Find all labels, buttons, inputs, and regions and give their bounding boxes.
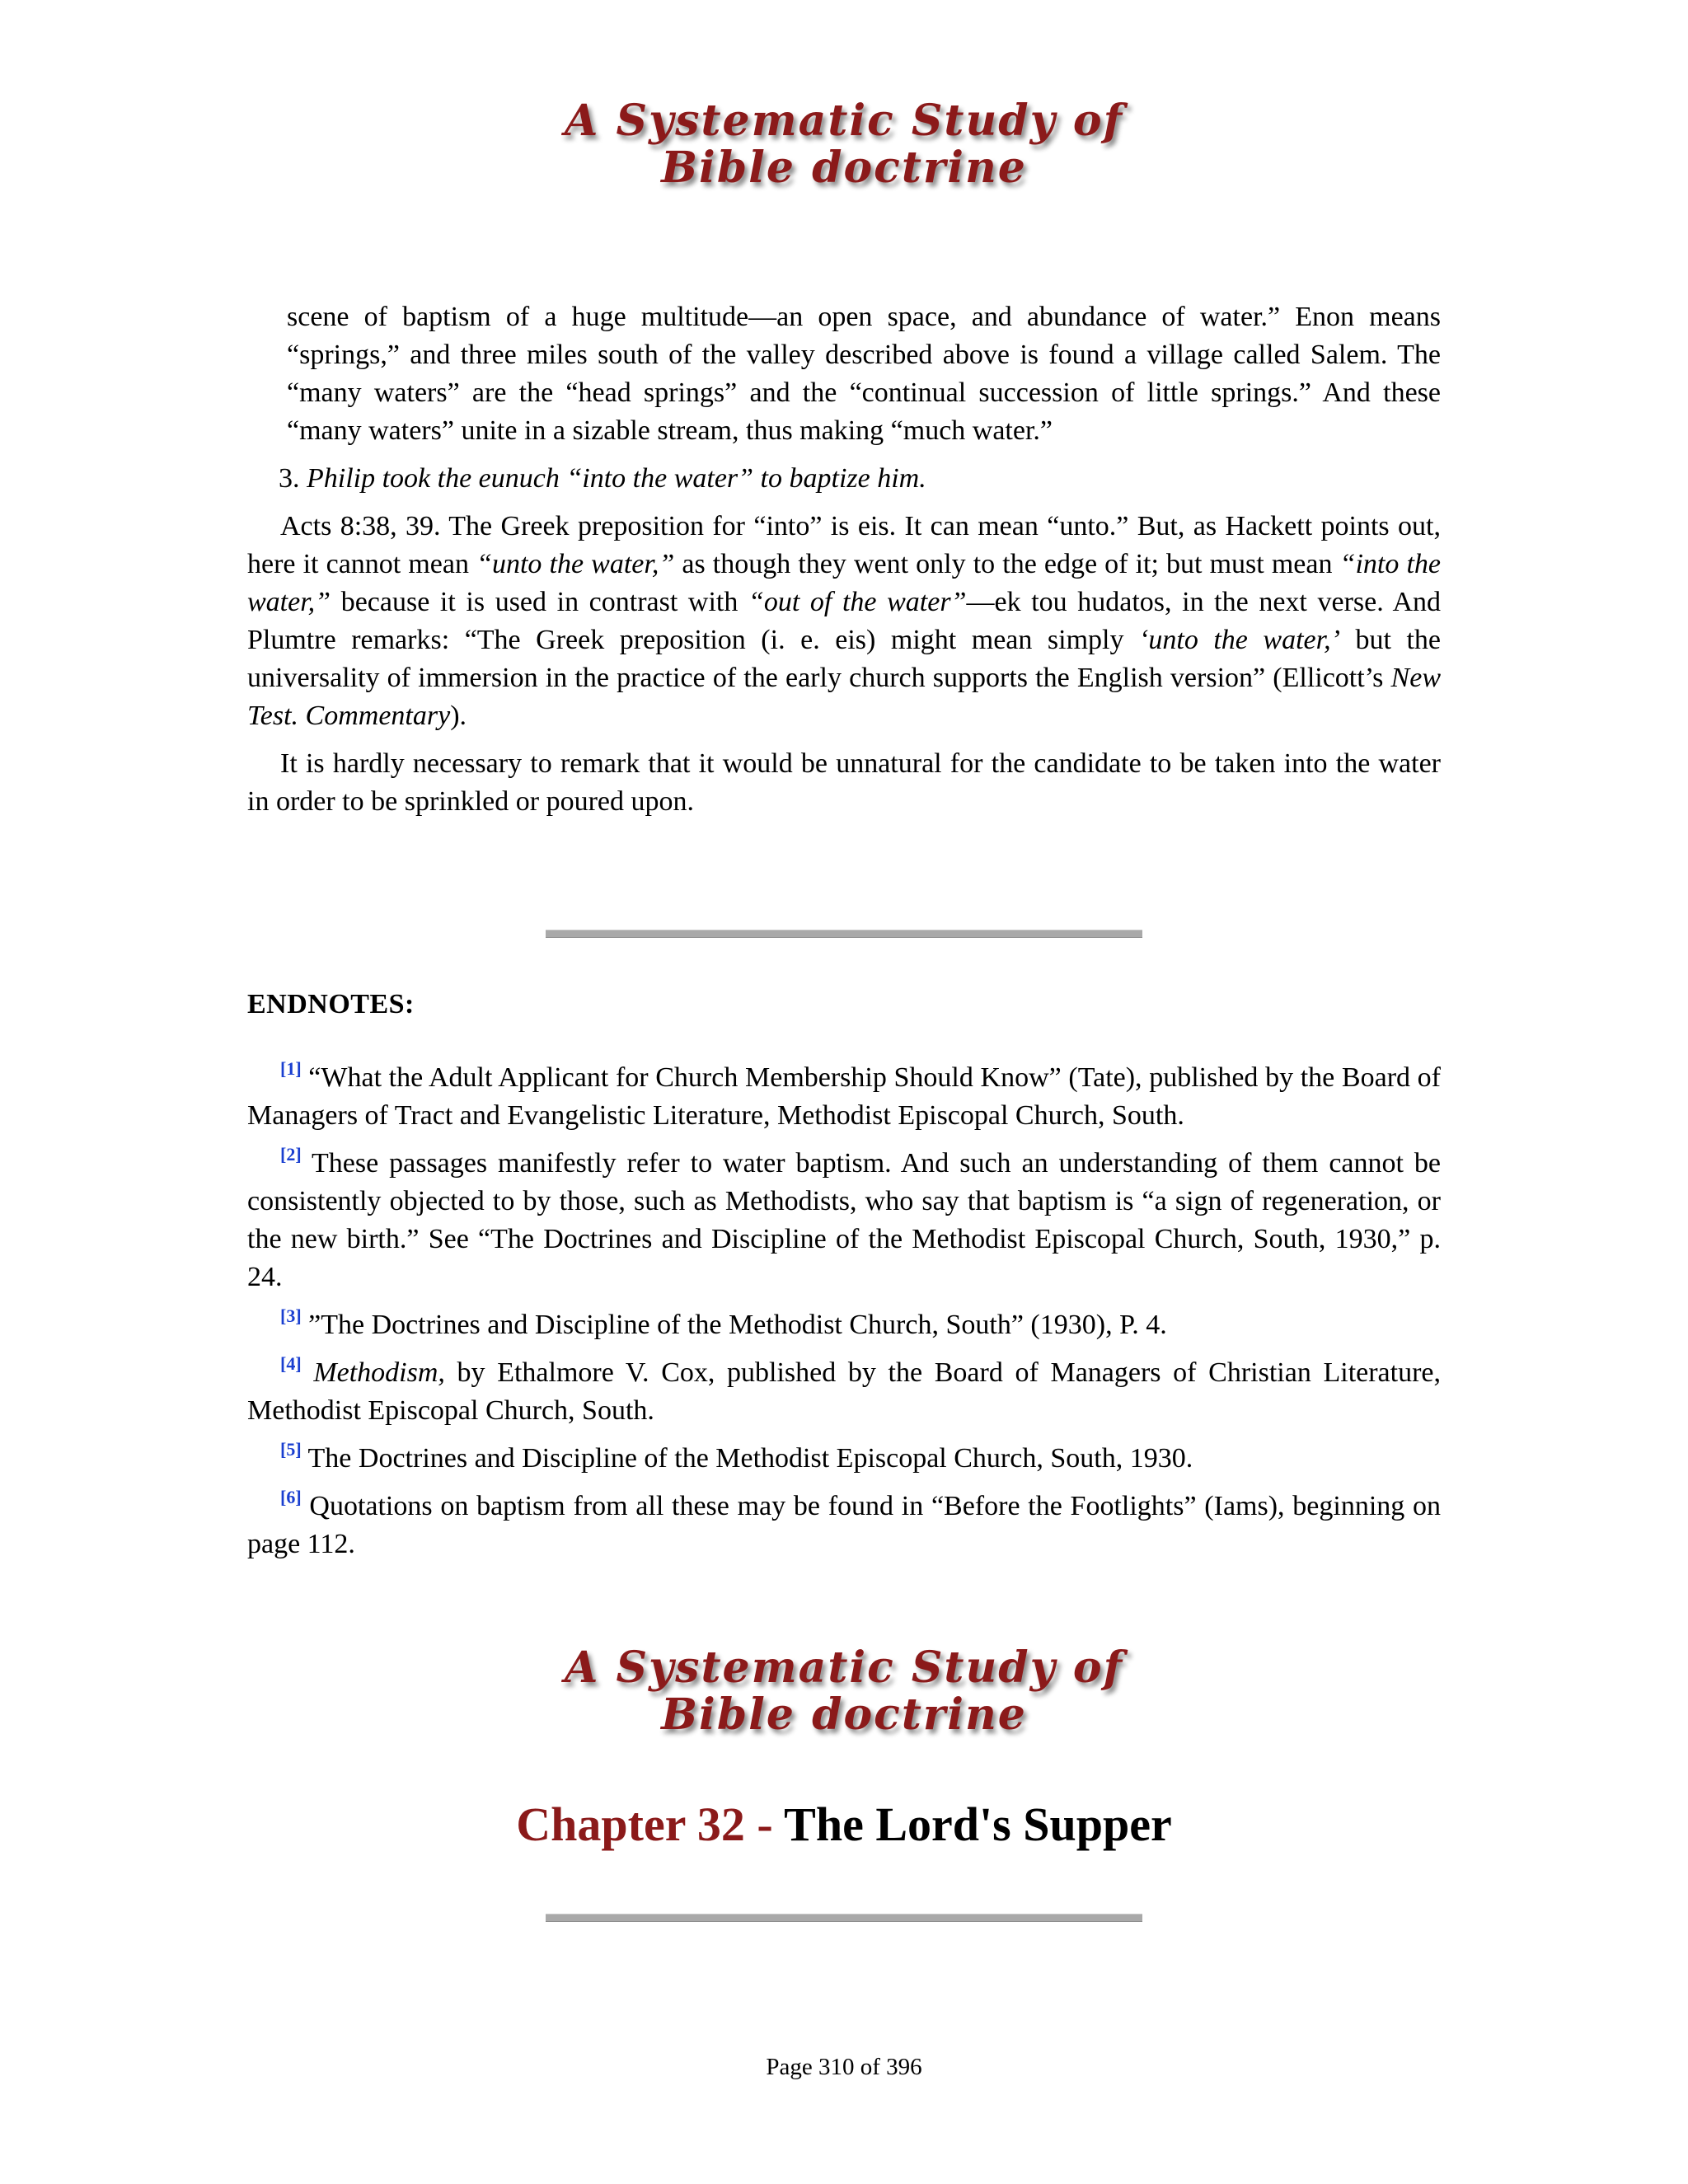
banner-line-1: A Systematic Study of	[565, 96, 1123, 146]
header-banner-logo	[0, 96, 1688, 194]
chapter-separator: -	[744, 1797, 785, 1851]
chapter-number: Chapter 32	[516, 1797, 745, 1851]
text-span: ).	[450, 701, 467, 731]
endnotes-heading: ENDNOTES:	[247, 989, 415, 1019]
endnote-2	[247, 1145, 1441, 1296]
italic-span: New Test. Commentary	[247, 663, 1441, 731]
banner-line-1: A Systematic Study of	[565, 1643, 1123, 1693]
chapter-heading	[0, 1797, 1688, 1852]
endnote-ref-link[interactable]: [3]	[280, 1305, 302, 1326]
endnote-ref-link[interactable]: [6]	[280, 1487, 302, 1507]
endnote-text: These passages manifestly refer to water baptism. And such an understanding of them cannot be consistently objected to by those, such as Methodists, who say that baptism is “a sign of regeneration, or the new birth.” See “The Doctrines and Discipline of the Methodist Episcopal Church, South, 1930,” p. 24.	[247, 1148, 1441, 1292]
banner-line-2: Bible doctrine	[661, 143, 1027, 194]
point-3-text: Philip took the eunuch “into the water” to baptize him.	[307, 463, 926, 494]
endnote-ref-link[interactable]: [1]	[280, 1058, 302, 1079]
paragraph-enon: scene of baptism of a huge multitude—an open space, and abundance of water.” Enon means “springs,” and three miles south of the valley described above is found a village called Salem. The “many waters” are the “head springs” and the “continual succession of little springs.” And these “many waters” unite in a sizable stream, thus making “much water.”	[287, 302, 1441, 446]
point-3	[247, 460, 1441, 498]
chapter-title: The Lord's Supper	[784, 1797, 1172, 1851]
divider-rule	[546, 1914, 1142, 1922]
endnote-1	[247, 1059, 1441, 1135]
endnote-6	[247, 1488, 1441, 1563]
endnote-text: ”The Doctrines and Discipline of the Methodist Church, South” (1930), P. 4.	[301, 1310, 1167, 1340]
divider-rule	[546, 930, 1142, 938]
paragraph-unnatural: It is hardly necessary to remark that it would be unnatural for the candidate to be taken into the water in order to be sprinkled or poured upon.	[247, 748, 1441, 817]
italic-span: “out of the water”	[748, 587, 967, 617]
endnote-text: Quotations on baptism from all these may be found in “Before the Footlights” (Iams), beginning on page 112.	[247, 1491, 1441, 1559]
italic-span: ‘unto the water,’	[1139, 625, 1340, 655]
endnote-ref-link[interactable]: [2]	[280, 1144, 302, 1165]
endnote-3	[247, 1306, 1441, 1344]
page-number: Page 310 of 396	[766, 2054, 922, 2080]
text-span: but the universality of immersion in the practice of the early church supports the English version” (Ellicott’s	[247, 625, 1442, 693]
endnote-italic: Methodism,	[313, 1357, 445, 1388]
endnote-text: “What the Adult Applicant for Church Membership Should Know” (Tate), published by the Board of Managers of Tract and Evangelistic Literature, Methodist Episcopal Church, South.	[247, 1062, 1441, 1131]
banner-line-2: Bible doctrine	[661, 1690, 1027, 1741]
endnote-4	[247, 1354, 1441, 1430]
endnotes-list	[247, 1059, 1441, 1573]
endnote-ref-link[interactable]: [5]	[280, 1439, 302, 1460]
text-span: —ek tou hudatos, in the next verse. And Plumtre remarks: “The Greek preposition (i. e. eis) might mean simply	[247, 587, 1441, 655]
text-span: as though they went only to the edge of it; but must mean	[674, 549, 1340, 579]
endnote-text: by Ethalmore V. Cox, published by the Board of Managers of Christian Literature, Methodist Episcopal Church, South.	[247, 1357, 1441, 1426]
endnote-text: The Doctrines and Discipline of the Methodist Episcopal Church, South, 1930.	[301, 1443, 1193, 1474]
endnote-5	[247, 1440, 1441, 1478]
italic-span: “into the water,”	[247, 549, 1441, 617]
text-span: Acts 8:38, 39. The Greek preposition for “into” is eis. It can mean “unto.” But, as Hackett points out, here it cannot mean	[247, 511, 1441, 579]
chapter-banner-logo	[0, 1643, 1688, 1741]
point-3-number: 3.	[279, 463, 307, 494]
paragraph-acts	[247, 508, 1441, 735]
italic-span: “unto the water,”	[476, 549, 675, 579]
body-text	[247, 298, 1441, 821]
text-span: because it is used in contrast with	[331, 587, 748, 617]
endnote-ref-link[interactable]: [4]	[280, 1353, 302, 1374]
